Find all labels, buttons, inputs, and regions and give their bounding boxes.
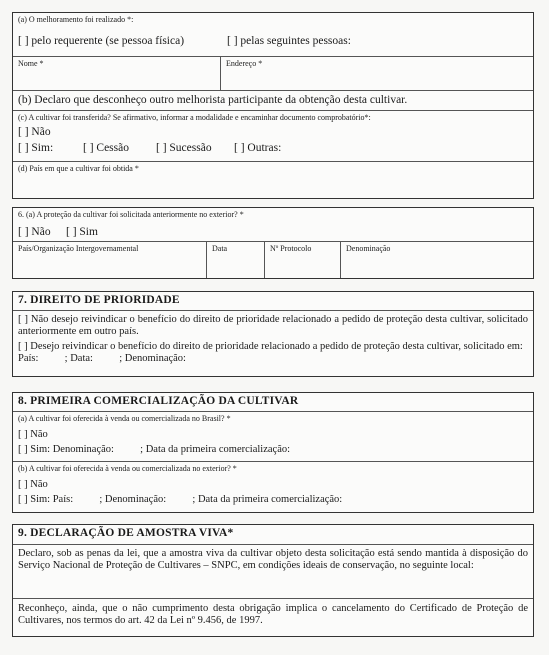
section-6-question: 6. (a) A proteção da cultivar foi solicitada anteriormente no exterior? * (18, 210, 244, 219)
section-c (13, 111, 533, 162)
name-field[interactable]: Nome * (13, 57, 221, 90)
first-marketing-box (12, 392, 534, 513)
section-8-title: 8. PRIMEIRA COMERCIALIZAÇÃO DA CULTIVAR (13, 393, 533, 412)
section-9-title: 9. DECLARAÇÃO DE AMOSTRA VIVA* (13, 525, 533, 545)
name-address-row (13, 57, 533, 91)
marketing-brazil-question: (a) A cultivar foi oferecida à venda ou comercializada no Brasil? * (18, 414, 231, 423)
option-other-persons[interactable]: [ ] pelas seguintes pessoas: (227, 35, 351, 47)
live-sample-declaration[interactable]: Declaro, sob as penas da lei, que a amostra viva da cultivar objeto desta solicitação está sendo mantida à disposição do Serviço Nacional de Proteção de Cultivares – SNPC, em condições ideais de conservação, no seguinte local: (13, 545, 533, 599)
section-c-question: (c) A cultivar foi transferida? Se afirmativo, informar a modalidade e encaminhar documento comprobatório*: (18, 113, 371, 122)
marketing-abroad-question: (b) A cultivar foi oferecida à venda ou comercializada no exterior? * (18, 464, 237, 473)
priority-right-box (12, 291, 534, 377)
foreign-no[interactable]: [ ] Não (18, 226, 51, 238)
foreign-yes[interactable]: [ ] Sim (66, 226, 98, 238)
abroad-no[interactable]: [ ] Não (18, 479, 48, 490)
section-b[interactable]: (b) Declaro que desconheço outro melhorista participante da obtenção desta cultivar. (13, 91, 533, 111)
transfer-succession[interactable]: [ ] Sucessão (156, 142, 212, 154)
live-sample-box (12, 524, 534, 637)
section-d[interactable]: (d) País em que a cultivar foi obtida * (18, 164, 139, 173)
transfer-no[interactable]: [ ] Não (18, 126, 51, 138)
transfer-cession[interactable]: [ ] Cessão (83, 142, 129, 154)
abroad-yes[interactable]: [ ] Sim: País: ; Denominação: ; Data da primeira comercialização: (18, 494, 343, 505)
live-sample-acknowledgement: Reconheço, ainda, que o não cumprimento desta obrigação implica o cancelamento do Certificado de Proteção de Cultivares, nos termos do art. 42 da Lei nº 9.456, de 1997. (18, 603, 528, 626)
marketing-brazil (13, 412, 533, 462)
marketing-abroad (13, 462, 533, 512)
breeding-box (12, 12, 534, 199)
priority-options (13, 311, 533, 376)
priority-yes[interactable]: [ ] Desejo reivindicar o benefício do direito de prioridade relacionado a pedido de proteção desta cultivar, solicitado em: (18, 341, 523, 352)
brazil-yes[interactable]: [ ] Sim: Denominação: ; Data da primeira comercialização: (18, 444, 291, 455)
col-date[interactable]: Data (207, 242, 265, 278)
option-applicant[interactable]: [ ] pelo requerente (se pessoa física) (18, 35, 185, 47)
priority-no[interactable]: [ ] Não desejo reivindicar o benefício do direito de prioridade relacionado a pedido de proteção desta cultivar, solicitado anteriormente em outro país. (18, 314, 528, 337)
section-6-question-row (13, 208, 533, 242)
section-a-question: (a) O melhoramento foi realizado *: (18, 15, 134, 24)
section-a (13, 13, 533, 57)
col-denomination[interactable]: Denominação (346, 244, 391, 253)
address-field[interactable]: Endereço * (226, 59, 263, 68)
col-protocol[interactable]: Nº Protocolo (265, 242, 341, 278)
brazil-no[interactable]: [ ] Não (18, 429, 48, 440)
transfer-other[interactable]: [ ] Outras: (234, 142, 282, 154)
priority-details[interactable]: País: ; Data: ; Denominação: (18, 353, 186, 364)
transfer-yes[interactable]: [ ] Sim: (18, 142, 54, 154)
col-country[interactable]: País/Organização Intergovernamental (13, 242, 207, 278)
section-7-title: 7. DIREITO DE PRIORIDADE (13, 292, 533, 311)
foreign-protection-box (12, 207, 534, 279)
foreign-table-row (13, 242, 533, 278)
